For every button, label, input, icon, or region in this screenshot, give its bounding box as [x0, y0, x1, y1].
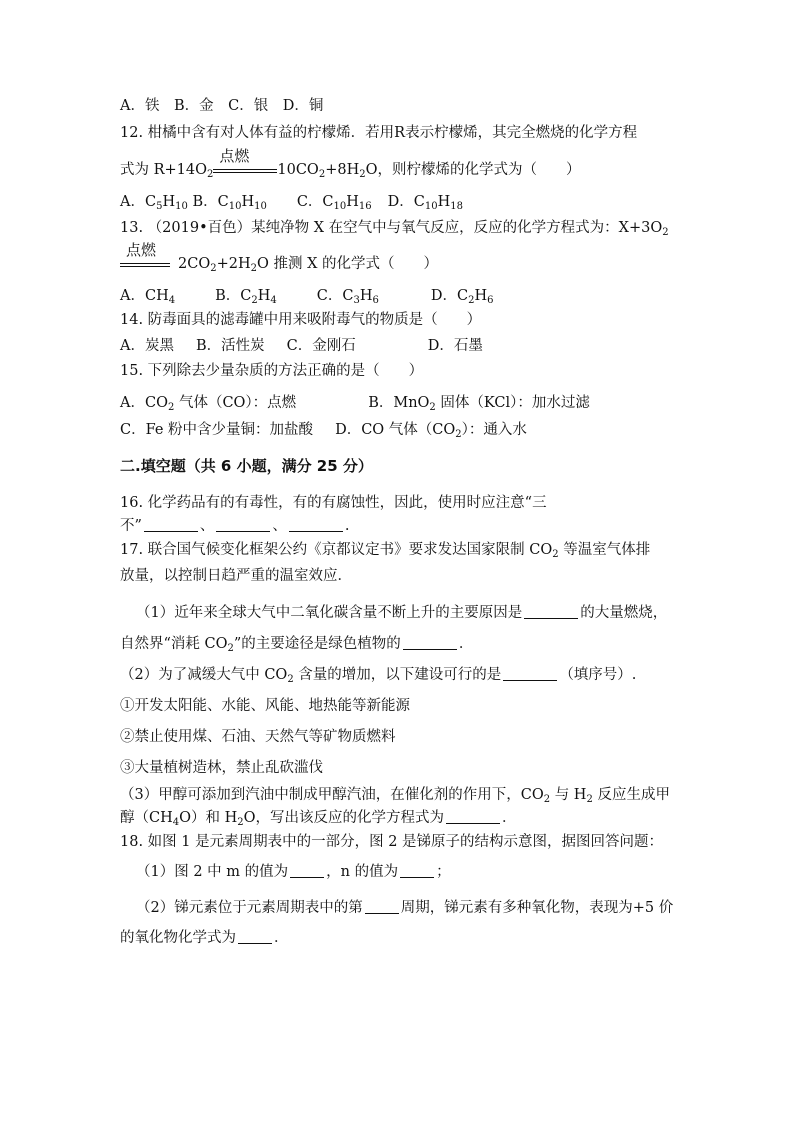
reaction-condition: 点燃 — [213, 158, 277, 178]
answer-blank — [403, 635, 457, 650]
answer-blank — [503, 666, 557, 681]
q12-equation: 式为 $R+14O_2$ 点燃 $10CO_2+8H_2O$，则柠檬烯的化学式为（ ） — [120, 147, 581, 180]
q18-stem: 18. 如图 1 是元素周期表中的一部分，图 2 是锑原子的结构示意图，据图回答问题： — [120, 834, 664, 850]
reaction-condition: 点燃 — [120, 252, 170, 272]
q13-equation: 点燃 $2CO_2+2H_2O$ 推测 X 的化学式（ ） — [120, 252, 690, 279]
answer-blank — [365, 899, 399, 914]
q15-stem: 15. 下列除去少量杂质的方法正确的是（ ） — [120, 363, 424, 379]
q14-options: A．炭黑 B．活性炭 C．金刚石 D．石墨 — [120, 338, 483, 354]
q17-part3: （3）甲醇可添加到汽油中制成甲醇汽油，在催化剂的作用下，$CO_2$ 与 $H_2$ 反应生成甲 — [120, 787, 670, 805]
q11-options: A．铁 B．金 C．银 D．铜 — [120, 98, 324, 114]
q16-stem: 16. 化学药品有的有毒性，有的有腐蚀性，因此，使用时应注意“三 — [120, 495, 547, 511]
answer-blank — [400, 863, 434, 878]
q17-option-1: ①开发太阳能、水能、风能、地热能等新能源 — [120, 698, 410, 714]
answer-blank — [446, 809, 500, 824]
q17-option-2: ②禁止使用煤、石油、天然气等矿物质燃料 — [120, 729, 396, 745]
q14-stem: 14. 防毒面具的滤毒罐中用来吸附毒气的物质是（ ） — [120, 312, 482, 328]
q16-blanks: 不” 、 、 . — [120, 518, 350, 534]
q15-options-cd: C．Fe 粉中含少量铜：加盐酸 D．CO 气体$(CO_2)$：通入水 — [120, 422, 527, 440]
q17-part2: （2）为了减缓大气中 $CO_2$ 含量的增加，以下建设可行的是 （填序号）. — [120, 667, 637, 685]
q17-part1-2: 自然界“消耗 $CO_2$”的主要途径是绿色植物的 ． — [120, 636, 474, 654]
answer-blank — [524, 604, 578, 619]
q13-options: A．$CH_4$ B．$C_2H_4$ C．$C_3H_6$ D．$C_2H_6$ — [120, 288, 494, 306]
answer-blank — [144, 517, 198, 532]
q17-option-3: ③大量植树造林，禁止乱砍滥伐 — [120, 760, 323, 776]
q15-options-ab: A．$CO_2$ 气体（CO）：点燃 B．MnO$_2$ 固体（KCl）：加水过滤 — [120, 395, 590, 413]
answer-blank — [290, 863, 324, 878]
q17-stem: 17. 联合国气候变化框架公约《京都议定书》要求发达国家限制 $CO_2$ 等温室气体排 — [120, 542, 651, 560]
q17-stem-2: 放量，以控制日趋严重的温室效应． — [120, 568, 352, 584]
q17-part3-2: 醇$(CH_4O)$和 $H_2O$，写出该反应的化学方程式为 ． — [120, 810, 517, 828]
answer-blank — [216, 517, 270, 532]
q12-stem: 12. 柑橘中含有对人体有益的柠檬烯．若用R表示柠檬烯，其完全燃烧的化学方程 — [120, 125, 638, 141]
section-title: 二.填空题（共 6 小题，满分 25 分） — [120, 457, 373, 475]
q17-part1: （1）近年来全球大气中二氧化碳含量不断上升的主要原因是 的大量燃烧， — [136, 605, 668, 621]
q18-part2-2: 的氧化物化学式为 ． — [120, 930, 289, 946]
q13-stem: 13. （2019•百色）某纯净物 X 在空气中与氧气反应，反应的化学方程式为：$X+3O_2$ — [120, 220, 669, 238]
q12-options: A．$C_5H_{10}$ B．$C_{10}H_{10}$ C．$C_{10}H_{16}$ D．$C_{10}H_{18}$ — [120, 194, 464, 212]
answer-blank — [238, 929, 272, 944]
q18-part1: （1）图 2 中 m 的值为 ，n 的值为 ； — [136, 864, 451, 880]
answer-blank — [289, 517, 343, 532]
q18-part2: （2）锑元素位于元素周期表中的第 周期，锑元素有多种氧化物，表现为+5 价 — [136, 900, 674, 916]
